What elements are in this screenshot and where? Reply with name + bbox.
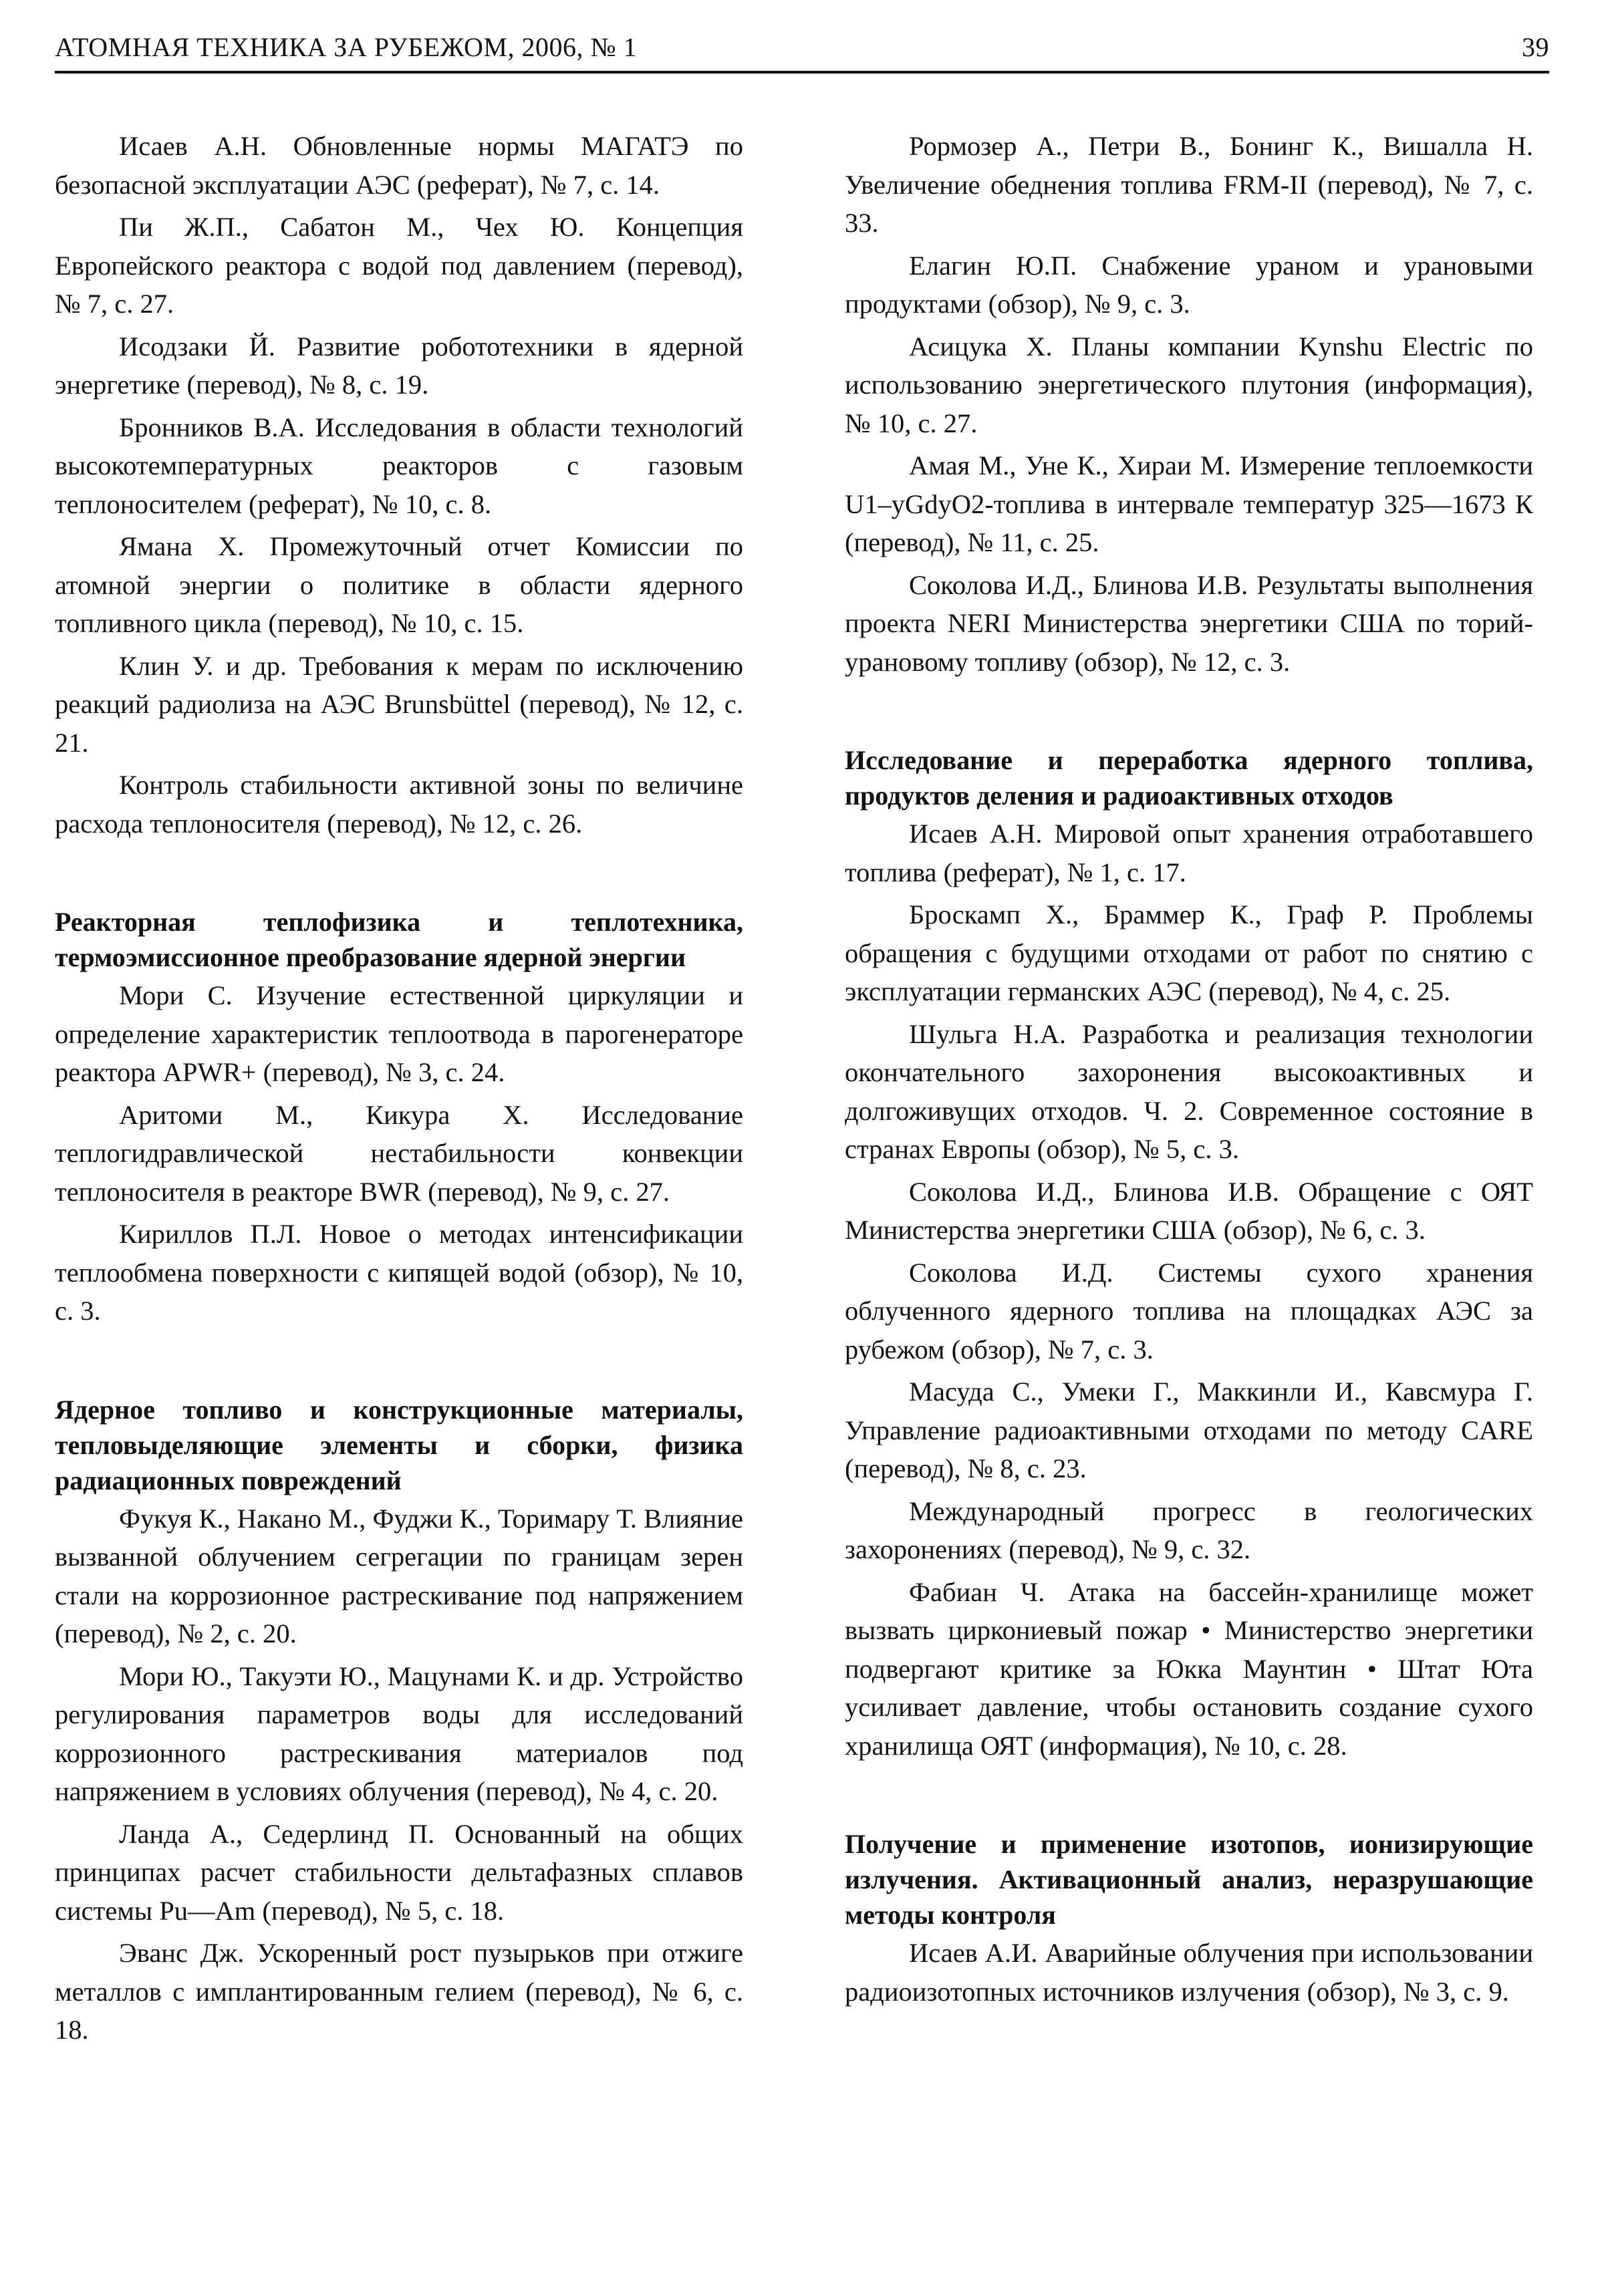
bibliography-entry: Кириллов П.Л. Новое о методах интенсификации теплообмена поверхности с кипящей водой (обзор), № 10, с. 3.: [55, 1219, 743, 1326]
bibliography-entry: Шульга Н.А. Разработка и реализация технологии окончательного захоронения высокоактивных и долгоживущих отходов. Ч. 2. Современное состояние в странах Европы (обзор), № 5, с. 3.: [845, 1018, 1533, 1164]
bibliography-entry: Исаев А.Н. Мировой опыт хранения отработавшего топлива (реферат), № 1, с. 17.: [845, 819, 1533, 887]
bibliography-entry: Контроль стабильности активной зоны по величине расхода теплоносителя (перевод), № 12, с. 26.: [55, 770, 743, 839]
bibliography-entry: Исаев А.Н. Обновленные нормы МАГАТЭ по безопасной эксплуатации АЭС (реферат), № 7, с. 14.: [55, 131, 743, 200]
section-heading-nuclear-fuel: Ядерное топливо и конструкционные материалы, тепловыделяющие элементы и сборки, физика радиационных повреждений: [55, 1394, 743, 1495]
journal-title: АТОМНАЯ ТЕХНИКА ЗА РУБЕЖОМ, 2006, № 1: [55, 32, 638, 62]
bibliography-entry: Аритоми М., Кикура Х. Исследование теплогидравлической нестабильности конвекции теплоносителя в реакторе BWR (перевод), № 9, с. 27.: [55, 1099, 743, 1207]
bibliography-entry: Международный прогресс в геологических захоронениях (перевод), № 9, с. 32.: [845, 1495, 1533, 1564]
bibliography-entry: Рормозер А., Петри В., Бонинг К., Вишалла Н. Увеличение обеднения топлива FRM-II (перевод), № 7, с. 33.: [845, 131, 1533, 238]
bibliography-entry: Соколова И.Д., Блинова И.В. Результаты выполнения проекта NERI Министерства энергетики США по торий-урановому топливу (обзор), № 12, с. 3.: [845, 569, 1533, 677]
page-number: 39: [1522, 32, 1549, 62]
left-column: [55, 127, 743, 2053]
bibliography-entry: Ямана Х. Промежуточный отчет Комиссии по атомной энергии о политике в области ядерного топливного цикла (перевод), № 10, с. 15.: [55, 531, 743, 638]
bibliography-entry: Амая М., Уне К., Хираи М. Измерение теплоемкости U1–yGdyO2-топлива в интервале температур 325—1673 К (перевод), № 11, с. 25.: [845, 450, 1533, 557]
bibliography-entry: Соколова И.Д., Блинова И.В. Обращение с ОЯТ Министерства энергетики США (обзор), № 6, с. 3.: [845, 1176, 1533, 1245]
section-heading-waste-processing: Исследование и переработка ядерного топлива, продуктов деления и радиоактивных отходов: [845, 745, 1533, 811]
right-column: [845, 127, 1533, 2015]
bibliography-entry: Бронников В.А. Исследования в области технологий высокотемпературных реакторов с газовым теплоносителем (реферат), № 10, с. 8.: [55, 412, 743, 519]
bibliography-entry: Исодзаки Й. Развитие робототехники в ядерной энергетике (перевод), № 8, с. 19.: [55, 331, 743, 400]
bibliography-entry: Елагин Ю.П. Снабжение ураном и урановыми продуктами (обзор), № 9, с. 3.: [845, 250, 1533, 319]
bibliography-entry: Фабиан Ч. Атака на бассейн-хранилище может вызвать циркониевый пожар • Министерство энергетики подвергают критике за Юкка Маунтин • Штат Юта усиливает давление, чтобы остановить создание сухого хранилища ОЯТ (информация), № 10, с. 28.: [845, 1576, 1533, 1761]
section-heading-isotopes: Получение и применение изотопов, ионизирующие излучения. Активационный анализ, неразрушающие методы контроля: [845, 1829, 1533, 1930]
bibliography-entry: Клин У. и др. Требования к мерам по исключению реакций радиолиза на АЭС Brunsbüttel (перевод), № 12, с. 21.: [55, 650, 743, 758]
bibliography-entry: Фукуя К., Накано М., Фуджи К., Торимару Т. Влияние вызванной облучением сегрегации по границам зерен стали на коррозионное растрескивание под напряжением (перевод), № 2, с. 20.: [55, 1503, 743, 1648]
bibliography-entry: Эванс Дж. Ускоренный рост пузырьков при отжиге металлов с имплантированным гелием (перевод), № 6, с. 18.: [55, 1938, 743, 2045]
bibliography-entry: Мори С. Изучение естественной циркуляции и определение характеристик теплоотвода в парогенераторе реактора APWR+ (перевод), № 3, с. 24.: [55, 980, 743, 1087]
bibliography-entry: Соколова И.Д. Системы сухого хранения облученного ядерного топлива на площадках АЭС за рубежом (обзор), № 7, с. 3.: [845, 1257, 1533, 1365]
bibliography-entry: Броскамп Х., Браммер К., Граф Р. Проблемы обращения с будущими отходами от работ по снятию с эксплуатации германских АЭС (перевод), № 4, с. 25.: [845, 899, 1533, 1006]
bibliography-entry: Исаев А.И. Аварийные облучения при использовании радиоизотопных источников излучения (обзор), № 3, с. 9.: [845, 1938, 1533, 2007]
bibliography-entry: Пи Ж.П., Сабатон М., Чех Ю. Концепция Европейского реактора с водой под давлением (перевод), № 7, с. 27.: [55, 212, 743, 319]
bibliography-entry: Масуда С., Умеки Г., Маккинли И., Кавсмура Г. Управление радиоактивными отходами по методу CARE (перевод), № 8, с. 23.: [845, 1377, 1533, 1483]
bibliography-entry: Асицука Х. Планы компании Kynshu Electric по использованию энергетического плутония (информация), № 10, с. 27.: [845, 331, 1533, 438]
running-head: [55, 24, 1549, 74]
bibliography-entry: Мори Ю., Такуэти Ю., Мацунами К. и др. Устройство регулирования параметров воды для исследований коррозионного растрескивания материалов под напряжением в условиях облучения (перевод), № 4, с. 20.: [55, 1661, 743, 1806]
bibliography-entry: Ланда А., Седерлинд П. Основанный на общих принципах расчет стабильности дельтафазных сплавов системы Pu—Am (перевод), № 5, с. 18.: [55, 1818, 743, 1926]
section-heading-thermophysics: Реакторная теплофизика и теплотехника, термоэмиссионное преобразование ядерной энергии: [55, 907, 743, 972]
